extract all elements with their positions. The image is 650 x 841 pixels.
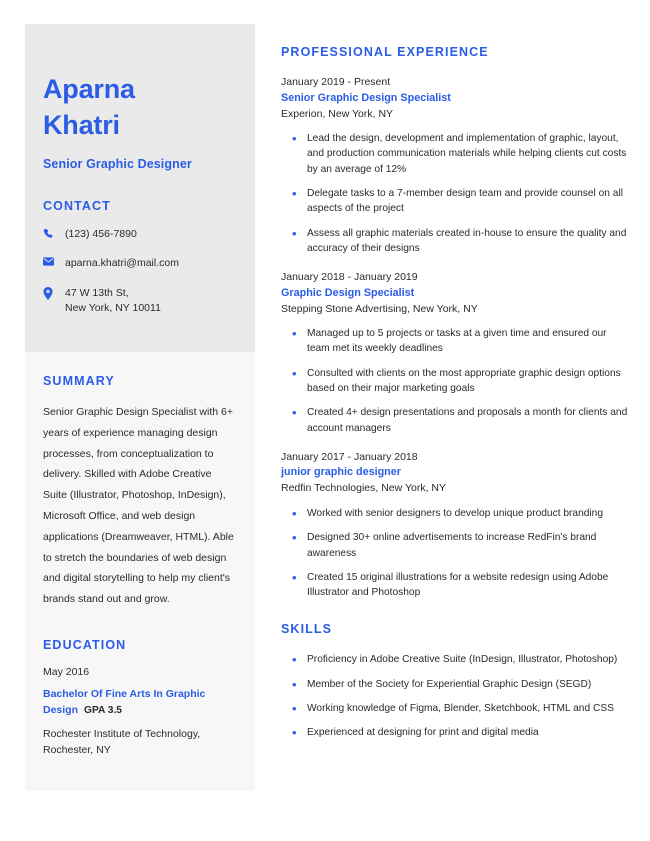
- experience-section-heading: PROFESSIONAL EXPERIENCE: [281, 45, 489, 59]
- job-bullet: • Created 4+ design presentations and proposals a month for clients and account managers: [281, 405, 631, 436]
- location-pin-icon: [43, 286, 65, 300]
- job-company: Stepping Stone Advertising, New York, NY: [281, 302, 478, 315]
- phone-icon: [43, 227, 65, 239]
- contact-section-heading: CONTACT: [43, 199, 111, 214]
- experience-job-3: [281, 450, 631, 601]
- envelope-icon: [43, 256, 65, 266]
- experience-job-1: [281, 75, 631, 256]
- contact-address-line2: New York, NY 10011: [65, 301, 161, 314]
- contact-list: [43, 227, 237, 316]
- job-role: junior graphic designer: [281, 466, 401, 479]
- education-degree: [43, 687, 237, 719]
- education-entry: [43, 666, 237, 759]
- education-date: May 2016: [43, 665, 90, 678]
- sidebar-header-block: [25, 24, 255, 352]
- contact-item-email: [43, 256, 237, 271]
- education-section-heading: EDUCATION: [43, 637, 127, 652]
- education-school-line2: Rochester, NY: [43, 744, 111, 757]
- job-company: Redfin Technologies, New York, NY: [281, 482, 446, 495]
- skills-section-heading: SKILLS: [281, 622, 333, 637]
- job-bullet: • Delegate tasks to a 7-member design team and provide counsel on all aspects of the project: [281, 186, 631, 217]
- job-dates: January 2019 - Present: [281, 76, 391, 88]
- candidate-name-last: Khatri: [43, 109, 120, 140]
- experience-job-2: [281, 270, 631, 436]
- sidebar-body-block: [25, 352, 255, 791]
- sidebar: [25, 24, 255, 791]
- summary-text: Senior Graphic Design Specialist with 6+ years of experience managing design processes, from conceptualization to delivery. Skilled with Adobe Creative Suite (Illustrator, Photoshop, InDesign), Microsoft Office, and web design applications (Dreamweaver, HTML). Able to stretch the boundaries of web design and digital storytelling to help my client's brands stand out and grow.: [43, 406, 234, 606]
- candidate-name-first: Aparna: [43, 74, 135, 104]
- job-bullet: • Lead the design, development and implementation of graphic, layout, and production communication materials while helping clients cut costs by an average of 12%: [281, 131, 631, 177]
- education-gpa: GPA 3.5: [84, 704, 122, 716]
- education-school-line1: Rochester Institute of Technology,: [43, 728, 201, 741]
- contact-address-value[interactable]: [65, 286, 237, 316]
- skill-item: • Experienced at designing for print and digital media: [281, 725, 631, 740]
- job-bullets: [281, 506, 631, 600]
- contact-item-address: [43, 286, 237, 316]
- skill-item: • Proficiency in Adobe Creative Suite (InDesign, Illustrator, Photoshop): [281, 652, 631, 667]
- education-school: [43, 727, 237, 759]
- job-bullet: • Consulted with clients on the most appropriate graphic design options based on their major marketing goals: [281, 366, 631, 397]
- education-degree-label: Bachelor Of Fine Arts In Graphic Design: [43, 687, 206, 716]
- job-bullet: • Worked with senior designers to develop unique product branding: [281, 506, 631, 521]
- contact-email-value[interactable]: aparna.khatri@mail.com: [65, 257, 179, 270]
- candidate-job-title: Senior Graphic Designer: [43, 157, 192, 172]
- job-dates: January 2017 - January 2018: [281, 450, 418, 463]
- job-bullet: • Managed up to 5 projects or tasks at a given time and ensured our team met its weekly deadlines: [281, 326, 631, 357]
- job-bullets: [281, 326, 631, 436]
- contact-item-phone: [43, 227, 237, 242]
- contact-phone-value[interactable]: (123) 456-7890: [65, 228, 137, 241]
- job-role: Senior Graphic Design Specialist: [281, 91, 451, 104]
- job-dates: January 2018 - January 2019: [281, 271, 418, 284]
- skills-list: [281, 652, 631, 740]
- candidate-name: [43, 72, 237, 143]
- job-bullet: • Assess all graphic materials created in-house to ensure the quality and accuracy of their designs: [281, 226, 631, 257]
- contact-address-line1: 47 W 13th St,: [65, 286, 129, 299]
- skill-item: • Member of the Society for Experiential Graphic Design (SEGD): [281, 677, 631, 692]
- job-company: Experion, New York, NY: [281, 107, 394, 120]
- main-column: [281, 45, 631, 750]
- summary-section-heading: SUMMARY: [43, 374, 115, 389]
- job-bullets: [281, 131, 631, 256]
- job-bullet: • Designed 30+ online advertisements to increase RedFin's brand awareness: [281, 530, 631, 561]
- job-bullet: • Created 15 original illustrations for a website redesign using Adobe Illustrator and Photoshop: [281, 570, 631, 601]
- job-role: Graphic Design Specialist: [281, 286, 415, 299]
- skill-item: • Working knowledge of Figma, Blender, Sketchbook, HTML and CSS: [281, 701, 631, 716]
